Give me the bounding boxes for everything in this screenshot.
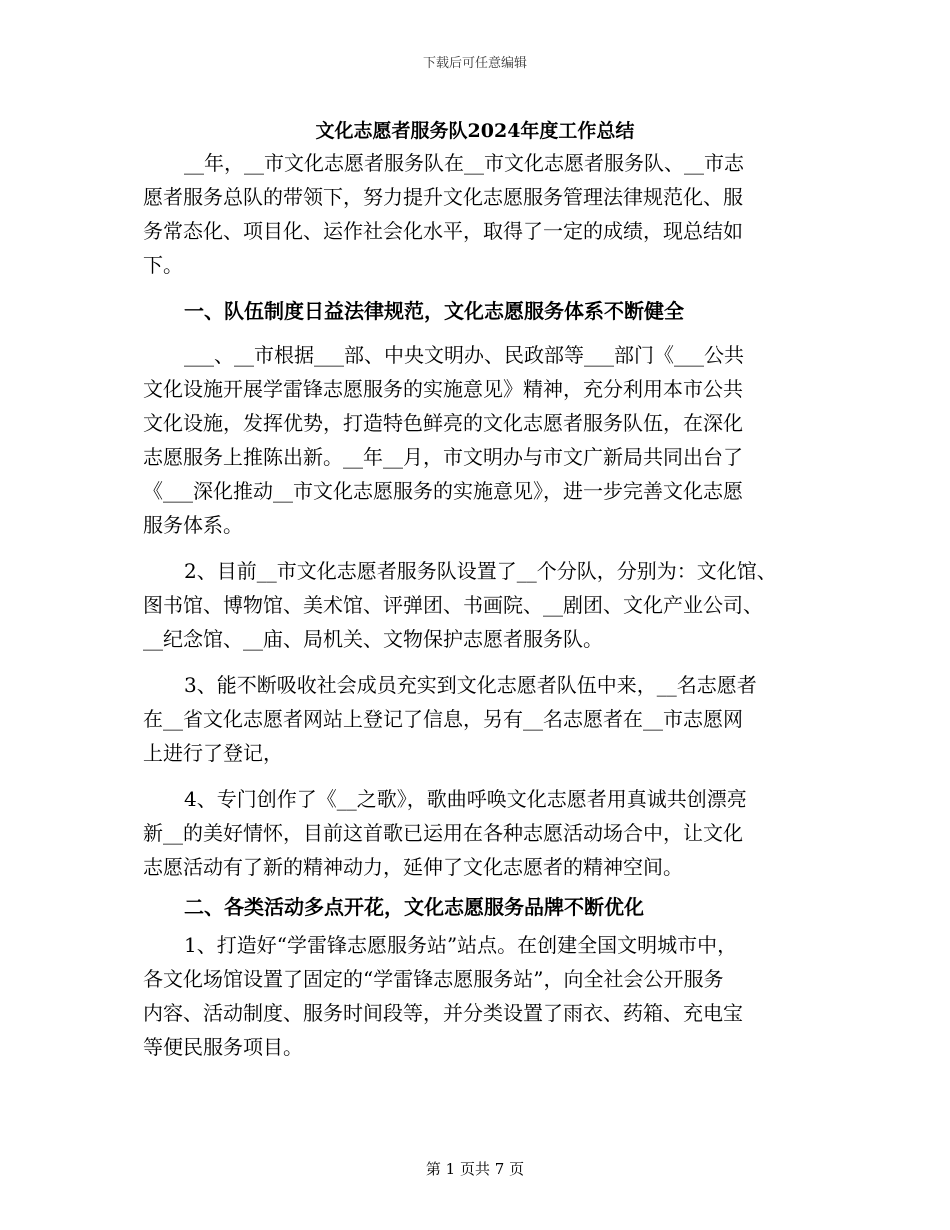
body-line: 愿者服务总队的带领下，努力提升文化志愿服务管理法律规范化、服 [143,185,743,209]
body-line: __纪念馆、__庙、局机关、文物保护志愿者服务队。 [143,627,603,651]
body-line: 3、能不断吸收社会成员充实到文化志愿者队伍中来，__名志愿者 [184,673,757,697]
body-line: 志愿服务上推陈出新。__年__月，市文明办与市文广新局共同出台了 [143,445,743,469]
body-line: 下。 [143,253,183,277]
body-line: 各文化场馆设置了固定的“学雷锋志愿服务站”，向全社会公开服务 [143,967,724,991]
body-line: 文化设施开展学雷锋志愿服务的实施意见》精神，充分利用本市公共 [143,377,743,401]
document-title: 文化志愿者服务队2024年度工作总结 [315,120,635,142]
body-line: 志愿活动有了新的精神动力，延伸了文化志愿者的精神空间。 [143,855,683,879]
page-footer: 第 1 页共 7 页 [425,1160,525,1178]
body-line: 4、专门创作了《__之歌》，歌曲呼唤文化志愿者用真诚共创漂亮 [184,787,747,811]
body-line: __年，__市文化志愿者服务队在__市文化志愿者服务队、__市志 [184,151,744,175]
body-line: 内容、活动制度、服务时间段等，并分类设置了雨衣、药箱、充电宝 [143,1001,743,1025]
header-note: 下载后可任意编辑 [422,56,527,71]
body-line: ___、__市根据___部、中央文明办、民政部等___部门《___公共 [184,343,744,367]
body-line: 上进行了登记， [143,741,283,765]
body-line: 在__省文化志愿者网站上登记了信息，另有__名志愿者在__市志愿网 [143,707,743,731]
body-line: 图书馆、博物馆、美术馆、评弹团、书画院、__剧团、文化产业公司、 [143,593,763,617]
body-line: 等便民服务项目。 [143,1035,303,1059]
body-line: 《___深化推动__市文化志愿服务的实施意见》，进一步完善文化志愿 [143,479,743,503]
body-line: 服务体系。 [143,513,243,537]
body-line: 新__的美好情怀，目前这首歌已运用在各种志愿活动场合中，让文化 [143,821,743,845]
body-line: 1、打造好“学雷锋志愿服务站”站点。在创建全国文明城市中， [184,933,738,957]
body-line: 务常态化、项目化、运作社会化水平，取得了一定的成绩，现总结如 [143,219,743,243]
section-heading: 二、各类活动多点开花，文化志愿服务品牌不断优化 [184,895,644,919]
body-line: 2、目前__市文化志愿者服务队设置了__个分队，分别为：文化馆、 [184,559,777,583]
section-heading: 一、队伍制度日益法律规范，文化志愿服务体系不断健全 [184,299,684,323]
body-line: 文化设施，发挥优势，打造特色鲜亮的文化志愿者服务队伍，在深化 [143,411,743,435]
